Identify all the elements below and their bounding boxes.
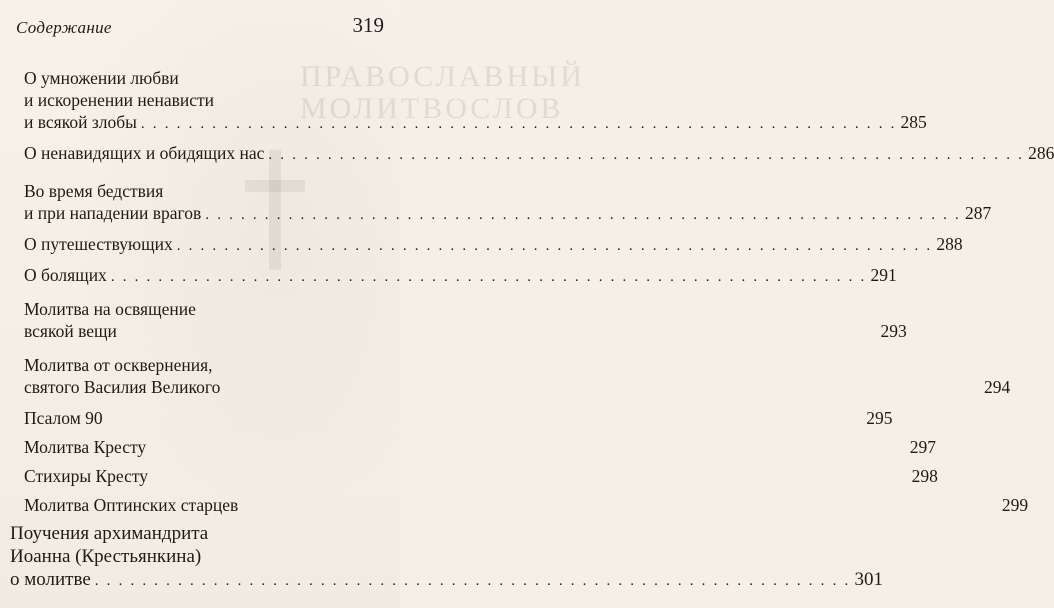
show-through-text: ПРАВОСЛАВНЫЙ (300, 60, 585, 93)
toc-entry[interactable] (24, 142, 1054, 166)
toc-page-number: 285 (900, 112, 927, 132)
toc-page-number: 293 (880, 321, 907, 341)
page-number: 319 (352, 13, 384, 37)
toc-entry-line: Иоанна (Крестьянкина) (10, 546, 202, 567)
toc-entry[interactable] (24, 354, 1011, 400)
leader-dots (177, 235, 933, 257)
toc-page-number: 291 (870, 265, 897, 285)
toc-page-number: 288 (936, 234, 963, 254)
toc-entry-line: Молитва от осквернения, (24, 355, 213, 375)
toc-entry[interactable] (24, 465, 938, 489)
toc-entry-line: Во время бедствия (24, 181, 164, 201)
toc-entry[interactable] (24, 298, 907, 344)
toc-entry[interactable] (24, 436, 937, 460)
toc-page-number: 299 (1001, 495, 1029, 515)
leader-dots (95, 570, 851, 593)
toc-entry-line: О болящих (24, 265, 107, 285)
toc-entry-line: о молитве (10, 569, 91, 590)
toc-page-number: 287 (964, 203, 992, 223)
toc-entry-line: О ненавидящих и обидящих нас (24, 143, 265, 163)
toc-entry[interactable] (24, 494, 1029, 518)
toc-entry-line: Псалом 90 (24, 408, 103, 428)
toc-entry-line: О путешествующих (24, 234, 173, 254)
toc-entry-line: Молитва Оптинских старцев (24, 495, 239, 515)
leader-dots (268, 144, 1024, 166)
toc-entry[interactable] (10, 522, 883, 593)
toc-entry-line: Стихиры Кресту (24, 466, 149, 486)
toc-page-number: 286 (1028, 143, 1054, 163)
toc-entry-line: святого Василия Великого (24, 377, 221, 397)
toc-entry[interactable] (24, 407, 893, 431)
toc-page-number: 298 (911, 466, 938, 486)
running-head: Содержание (16, 18, 112, 37)
leader-dots (111, 266, 867, 288)
toc-entry[interactable] (24, 180, 992, 226)
toc-page-number: 301 (854, 569, 883, 590)
toc-entry-line: Молитва на освящение (24, 299, 196, 319)
toc-page-number: 295 (866, 408, 893, 428)
toc-entry-line: и при нападении врагов (24, 203, 202, 223)
toc-page-number: 294 (984, 377, 1011, 397)
leader-dots (205, 204, 961, 226)
toc-entry-line: всякой вещи (24, 321, 117, 341)
leader-dots (141, 113, 897, 135)
toc-entry[interactable] (24, 264, 897, 288)
show-through-text: МОЛИТВОСЛОВ (300, 92, 564, 125)
toc-entry-line: и всякой злобы (24, 112, 137, 132)
toc-entry-line: Поучения архимандрита (10, 523, 209, 544)
toc-page-number: 297 (909, 437, 937, 457)
toc-entry-line: О умножении любви (24, 68, 179, 88)
toc-entry[interactable] (24, 233, 963, 257)
toc-entry-line: Молитва Кресту (24, 437, 147, 457)
toc-entry-line: и искоренении ненависти (24, 90, 215, 110)
